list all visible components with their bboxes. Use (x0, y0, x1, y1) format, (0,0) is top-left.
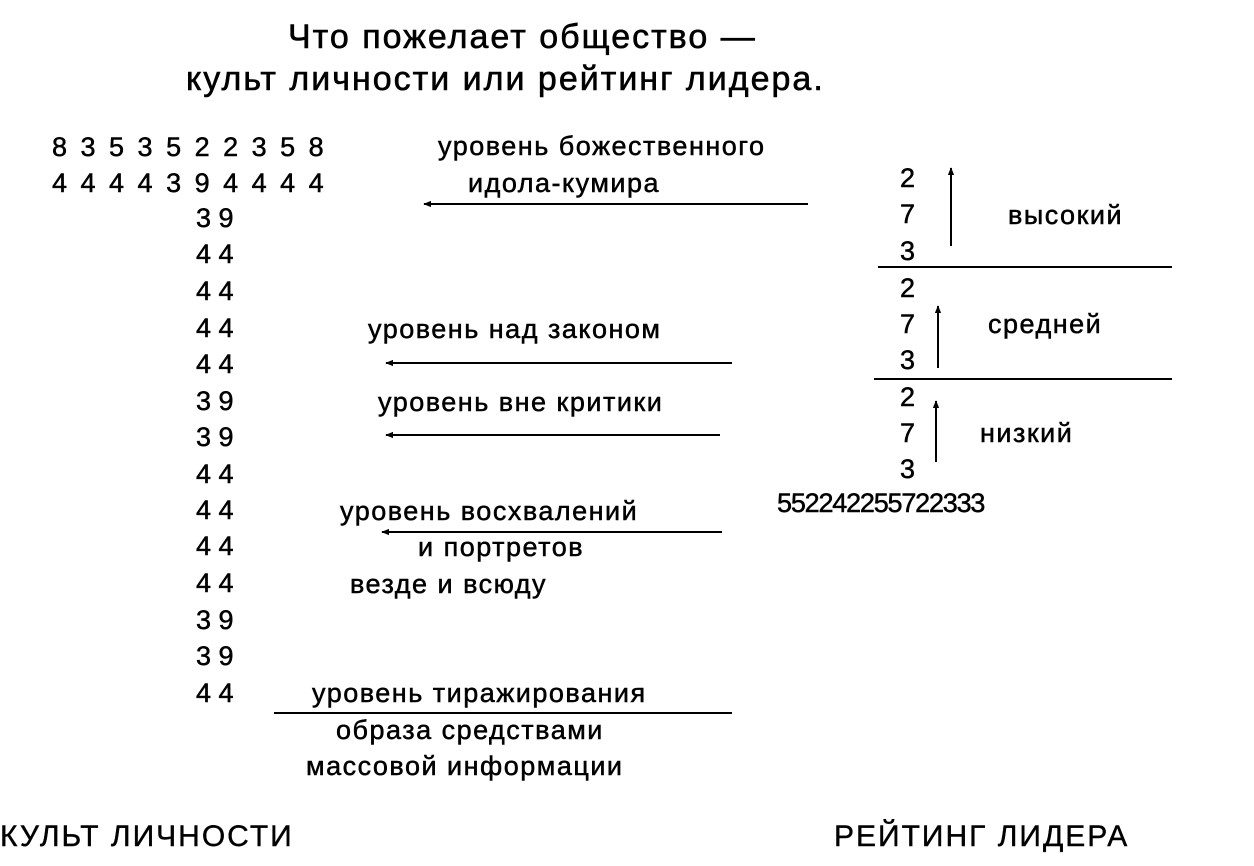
level-beyond-criticism-label: уровень вне критики (378, 387, 664, 417)
rating-high-label: высокий (1008, 200, 1124, 230)
rating-low-digit: 2 (900, 382, 916, 412)
level-praise-label-3: везде и всюду (350, 569, 548, 599)
level-praise-label-1: уровень восхвалений (340, 496, 639, 526)
rating-low-label: низкий (980, 418, 1074, 448)
rating-footer-label: РЕЙТИНГ ЛИДЕРА (834, 820, 1130, 853)
rating-high-digit: 7 (900, 199, 916, 229)
cult-column-row: 4 4 (196, 495, 234, 525)
rating-high-digit: 3 (900, 236, 916, 266)
cult-footer-label: КУЛЬТ ЛИЧНОСТИ (0, 820, 294, 853)
level-divine-label-2: идола-кумира (468, 168, 661, 198)
level-praise-label-2: и портретов (418, 532, 585, 562)
cult-column-row: 4 4 (196, 313, 234, 343)
rating-low-digit: 3 (900, 454, 916, 484)
cult-column-row: 3 9 (196, 641, 234, 671)
cult-column-row: 4 4 (196, 349, 234, 379)
rating-middle-label: средней (988, 309, 1103, 339)
rating-middle-digit: 2 (900, 273, 916, 303)
cult-column-row: 4 4 (196, 239, 234, 269)
level-media-label-2: образа средствами (336, 715, 604, 745)
level-media-label-3: массовой информации (306, 751, 624, 781)
cult-column-row: 3 9 (196, 203, 234, 233)
level-media-label-1: уровень тиражирования (312, 678, 647, 708)
cult-column-row: 3 9 (196, 605, 234, 635)
title-line-1: Что пожелает общество — (288, 18, 757, 56)
cult-column-row: 4 4 (196, 531, 234, 561)
level-divine-label-1: уровень божественного (438, 131, 766, 161)
cult-column-row: 4 4 (196, 459, 234, 489)
cult-column-row: 4 4 (196, 276, 234, 306)
cult-column-row: 3 9 (196, 422, 234, 452)
rating-bottom-number: 552242255722333 (777, 488, 985, 518)
level-above-law-label: уровень над законом (368, 314, 662, 344)
cult-column-row: 3 9 (196, 386, 234, 416)
cult-column-row: 4 4 (196, 568, 234, 598)
rating-middle-digit: 7 (900, 309, 916, 339)
cult-top-row-1: 8 3 5 3 5 2 2 3 5 8 (52, 132, 327, 162)
cult-column-row: 4 4 (196, 678, 234, 708)
rating-low-digit: 7 (900, 418, 916, 448)
rating-middle-digit: 3 (900, 345, 916, 375)
rating-high-digit: 2 (900, 163, 916, 193)
title-line-2: культ личности или рейтинг лидера. (186, 60, 825, 98)
cult-top-row-2: 4 4 4 4 3 9 4 4 4 4 (52, 168, 327, 198)
